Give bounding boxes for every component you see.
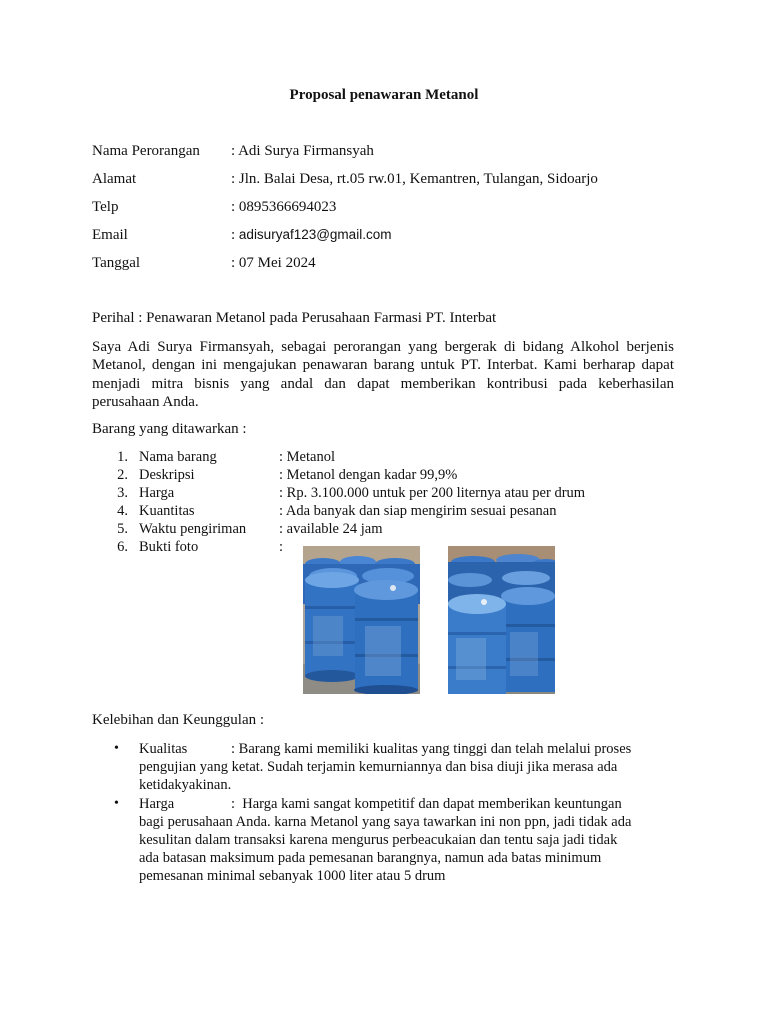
advantage-first-line: : Harga kami sangat kompetitif dan dapat memberikan keuntungan <box>231 796 622 812</box>
item-label: Waktu pengiriman <box>139 521 247 537</box>
phone-value: : 0895366694023 <box>231 199 337 215</box>
item-label: Harga <box>139 485 175 501</box>
item-number: 5. <box>117 521 128 537</box>
email-value: adisuryaf123@gmail.com <box>238 227 392 242</box>
advantage-line: ketidakyakinan. <box>139 777 232 793</box>
item-number: 6. <box>117 539 128 555</box>
email-row <box>231 227 391 244</box>
advantage-line: ada batasan maksimum pada pemesanan barangnya, namun ada batas minimum <box>139 850 602 866</box>
document-title: Proposal penawaran Metanol <box>289 87 479 103</box>
item-label: Nama barang <box>139 449 217 465</box>
item-label: Kuantitas <box>139 503 195 519</box>
intro-line: perusahaan Anda. <box>92 393 199 410</box>
barrel-photo-2 <box>448 546 555 694</box>
item-label: Bukti foto <box>139 539 199 555</box>
advantages-heading: Kelebihan dan Keunggulan : <box>92 712 265 728</box>
intro-paragraph <box>92 338 674 411</box>
email-label: Email <box>92 227 128 243</box>
date-value: : 07 Mei 2024 <box>231 255 316 271</box>
advantage-label: Harga <box>139 796 175 812</box>
item-value: : Rp. 3.100.000 untuk per 200 liternya atau per drum <box>279 485 586 501</box>
intro-line: Metanol, dengan ini mengajukan penawaran barang untuk PT. Interbat. Kami berharap dapat <box>92 357 674 374</box>
email-colon: : <box>231 227 239 243</box>
advantage-line: pemesanan minimal sebanyak 1000 liter atau 5 drum <box>139 868 446 884</box>
address-value: : Jln. Balai Desa, rt.05 rw.01, Kemantren, Tulangan, Sidoarjo <box>231 171 598 187</box>
item-number: 4. <box>117 503 128 519</box>
item-number: 2. <box>117 467 128 483</box>
item-number: 3. <box>117 485 128 501</box>
item-value: : available 24 jam <box>279 521 383 537</box>
date-label: Tanggal <box>92 255 141 271</box>
advantage-line: kesulitan dalam transaksi karena mengurus perbeacukaian dan tentu saja jadi tidak <box>139 832 618 848</box>
item-value: : <box>279 539 284 555</box>
name-value: : Adi Surya Firmansyah <box>231 143 374 159</box>
items-heading: Barang yang ditawarkan : <box>92 421 247 437</box>
subject-line: Perihal : Penawaran Metanol pada Perusahaan Farmasi PT. Interbat <box>92 310 497 326</box>
barrel-photo-1 <box>303 546 420 694</box>
intro-line: Saya Adi Surya Firmansyah, sebagai perorangan yang bergerak di bidang Alkohol berjenis <box>92 339 674 355</box>
advantage-line: pengujian yang ketat. Sudah terjamin kemurniannya dan bisa diuji jika merasa ada <box>139 759 618 775</box>
intro-line: menjadi mitra bisnis yang andal dan dapat memberikan kontribusi pada keberhasilan <box>92 375 674 392</box>
advantage-line: bagi perusahaan Anda. karna Metanol yang saya tawarkan ini non ppn, jadi tidak ada <box>139 814 632 830</box>
item-value: : Metanol dengan kadar 99,9% <box>279 467 458 483</box>
bullet-icon: • <box>114 741 119 756</box>
item-value: : Metanol <box>279 449 335 465</box>
advantage-label: Kualitas <box>139 741 188 757</box>
item-number: 1. <box>117 449 128 465</box>
advantage-first-line: : Barang kami memiliki kualitas yang tinggi dan telah melalui proses <box>231 741 632 757</box>
barrel-photo-2-image <box>448 546 555 694</box>
phone-label: Telp <box>92 199 119 215</box>
address-label: Alamat <box>92 171 137 187</box>
item-label: Deskripsi <box>139 467 195 483</box>
bullet-icon: • <box>114 796 119 811</box>
name-label: Nama Perorangan <box>92 143 200 159</box>
item-value: : Ada banyak dan siap mengirim sesuai pesanan <box>279 503 557 519</box>
barrel-photo-1-image <box>303 546 420 694</box>
